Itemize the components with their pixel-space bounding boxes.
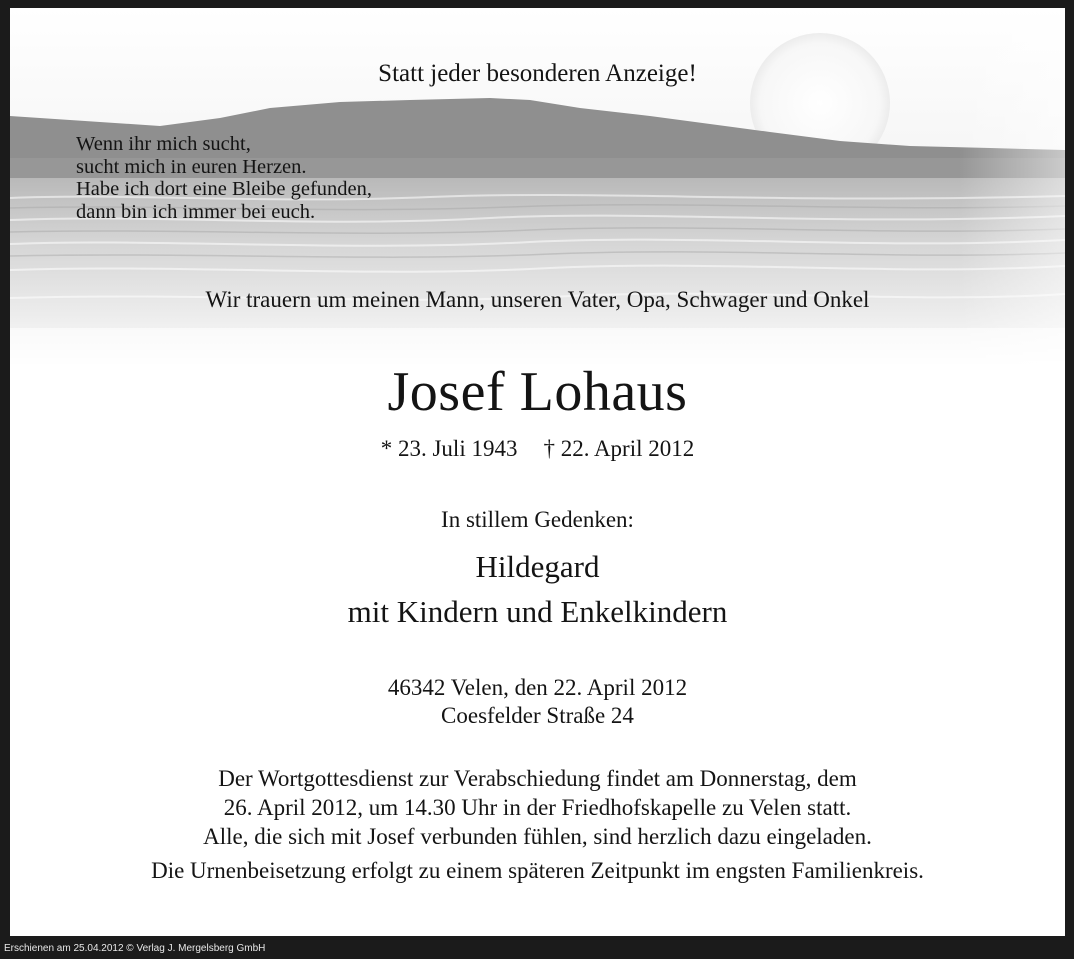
life-dates [10,436,1065,462]
street-address: Coesfelder Straße 24 [441,703,634,728]
poem-line: sucht mich in euren Herzen. [76,155,307,178]
service-line: 26. April 2012, um 14.30 Uhr in der Friedhofskapelle zu Velen statt. [223,795,852,820]
place-date: 46342 Velen, den 22. April 2012 [387,675,688,700]
poem-line: dann bin ich immer bei euch. [76,200,316,223]
poem-line: Wenn ihr mich sucht, [76,133,251,155]
death-date: † 22. April 2012 [543,436,695,461]
obituary-notice [10,8,1065,936]
memory-line: In stillem Gedenken: [441,507,634,532]
poem [76,133,372,223]
family-children: mit Kindern und Enkelkindern [347,594,728,629]
headline: Statt jeder besonderen Anzeige! [378,60,697,87]
burial-note: Die Urnenbeisetzung erfolgt zu einem späteren Zeitpunkt im engsten Familienkreis. [151,858,924,883]
service-announcement [10,764,1065,851]
publication-credit: Erschienen am 25.04.2012 © Verlag J. Mergelsberg GmbH [4,943,266,954]
deceased-name: Josef Lohaus [387,361,688,423]
service-line: Alle, die sich mit Josef verbunden fühlen, sind herzlich dazu eingeladen. [203,824,872,849]
birth-date: * 23. Juli 1943 [380,436,518,461]
mourning-line: Wir trauern um meinen Mann, unseren Vater, Opa, Schwager und Onkel [205,287,870,312]
service-line: Der Wortgottesdienst zur Verabschiedung findet am Donnerstag, dem [218,766,857,791]
family-name: Hildegard [475,549,600,584]
poem-line: Habe ich dort eine Bleibe gefunden, [76,178,372,200]
